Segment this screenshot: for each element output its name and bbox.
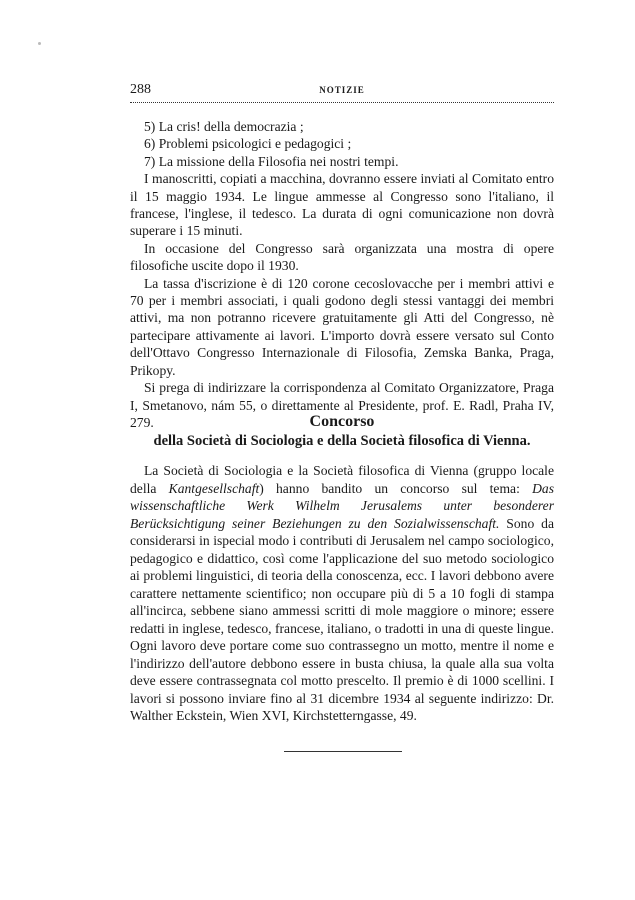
end-rule xyxy=(284,751,402,752)
page-number: 288 xyxy=(130,82,151,97)
section-header-title: NOTIZIE xyxy=(319,85,365,95)
list-item: 6) Problemi psicologici e pedagogici ; xyxy=(144,136,352,152)
list-item: 5) La cris! della democrazia ; xyxy=(144,119,304,134)
paragraph-manuscripts: I manoscritti, copiati a macchina, dovranno essere inviati al Comitato entro il 15 maggio 1934. Le lingue ammesse al Congresso sono l'italiano, il francese, l'inglese, il tedesco. La durata di ogni comunicazione non dovrà superare i 15 minuti. xyxy=(130,171,554,239)
list-item: 7) La missione della Filosofia nei nostri tempi. xyxy=(144,153,399,169)
concorso-after-kant: ) hanno bandito un concorso sul tema: xyxy=(259,480,533,496)
concorso-intro: La Società di Sociologia e la Società filosofica di Vienna (gruppo locale della xyxy=(130,463,554,496)
paragraph-exhibition: In occasione del Congresso sarà organizzata una mostra di opere filosofiche uscite dopo il 1930. xyxy=(130,240,554,274)
kantgesellschaft-term: Kantgesellschaft xyxy=(168,480,260,496)
concorso-text xyxy=(130,462,554,725)
paragraph-fee: La tassa d'iscrizione è di 120 corone cecoslovacche per i membri attivi e 70 per i membri associati, i quali godono degli stessi vantaggi dei membri attivi, ma non potranno ricevere gratuitamente gli Atti del Congresso, nè partecipare attivamente ai lavori. L'importo dovrà essere versato sul Conto dell'Ottavo Congresso Internazionale di Filosofia, Zemska Banka, Praga, Prikopy. xyxy=(130,275,554,378)
concorso-theme: Das wissenschaftliche Werk Wilhelm Jerusalems unter besonderer Berücksichtigung seiner Beziehungen zu den Sozialwissenschaft. xyxy=(130,480,554,531)
running-head xyxy=(130,82,554,103)
concorso-title: Concorso xyxy=(309,413,375,430)
concorso-body: Sono da considerarsi in ispecial modo i contributi di Jerusalem nel campo sociologico, pedagogico e didattico, così come l'applicazione del suo metodo sociologico ai problemi linguistici, di teoria della conoscenza, ecc. I lavori debbono avere carattere nettamente scientifico; non occupare più di 5 a 10 fogli di stampa all'incirca, sebbene siano ammessi scritti di mole maggiore o minore; essere redatti in inglese, tedesco, francese, italiano, o tradotti in una di queste lingue. Ogni lavoro deve portare come suo contrassegno un motto, mentre il nome e l'indirizzo dell'autore debbono essere in busta chiusa, la quale alla sua volta deve essere contrassegnata col motto prescelto. Il premio è di 1000 scellini. I lavori si possono inviare fino al 31 dicembre 1934 al seguente indirizzo: Dr. Walther Eckstein, Wien XVI, Kirchstetterngasse, 49. xyxy=(130,515,554,723)
paragraph-correspondence: Si prega di indirizzare la corrispondenza al Comitato Organizzatore, Praga I, Smetanovo, nám 55, o direttamente al Presidente, prof. E. Radl, Praha IV, 279. xyxy=(130,380,554,430)
congress-notice-text xyxy=(130,118,554,431)
concorso-subtitle: della Società di Sociologia e della Società filosofica di Vienna. xyxy=(153,433,531,449)
concorso-paragraph xyxy=(130,462,554,725)
margin-speck xyxy=(38,42,41,45)
